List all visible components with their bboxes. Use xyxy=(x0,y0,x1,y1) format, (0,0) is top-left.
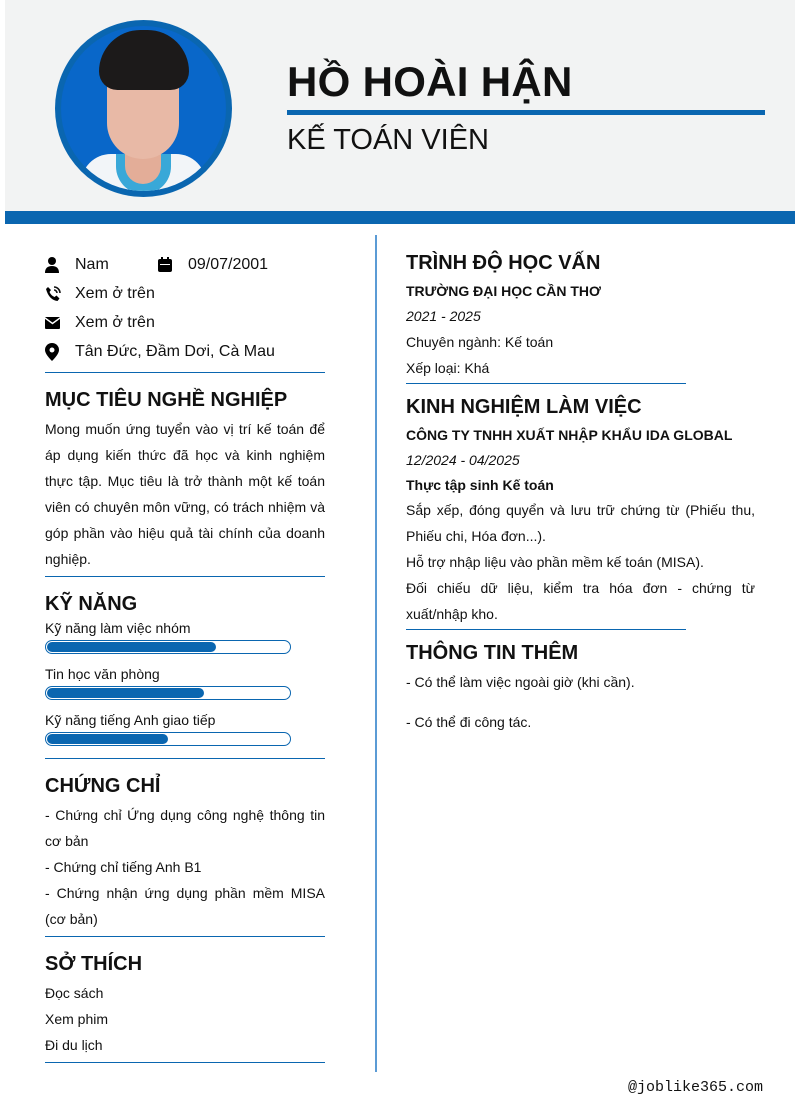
section-title: KỸ NĂNG xyxy=(45,593,138,615)
task-item: Hỗ trợ nhập liệu vào phần mềm kế toán (MISA). xyxy=(406,554,704,570)
skill-label: Kỹ năng tiếng Anh giao tiếp xyxy=(45,712,216,728)
hobby-item: Đọc sách xyxy=(45,985,104,1001)
section-title: CHỨNG CHỈ xyxy=(45,775,161,797)
education-period: 2021 - 2025 xyxy=(406,308,481,324)
skill-bar-fill xyxy=(47,734,168,744)
candidate-name: HỒ HOÀI HẬN xyxy=(287,58,573,105)
divider xyxy=(45,758,325,759)
school-name: TRƯỜNG ĐẠI HỌC CẦN THƠ xyxy=(406,283,601,299)
contact-row xyxy=(45,337,325,366)
avatar xyxy=(55,20,232,197)
certificate-item: - Chứng chỉ Ứng dụng công nghệ thông tin cơ bản xyxy=(45,807,325,849)
section-title: KINH NGHIỆM LÀM VIỆC xyxy=(406,396,642,418)
grade: Xếp loại: Khá xyxy=(406,360,490,376)
divider xyxy=(45,372,325,373)
email: Xem ở trên xyxy=(75,313,155,331)
section-title: SỞ THÍCH xyxy=(45,953,143,975)
task-item: Đối chiếu dữ liệu, kiểm tra hóa đơn - chứng từ xuất/nhập kho. xyxy=(406,580,755,622)
hobby-item: Xem phim xyxy=(45,1011,109,1027)
skill-bar-fill xyxy=(47,642,216,652)
left-column xyxy=(45,250,325,1063)
divider xyxy=(406,629,686,630)
skill-label: Kỹ năng làm việc nhóm xyxy=(45,620,191,636)
extra-item: - Có thể đi công tác. xyxy=(406,714,532,730)
job-title: KẾ TOÁN VIÊN xyxy=(287,124,489,156)
divider xyxy=(287,110,765,115)
phone: Xem ở trên xyxy=(75,284,155,302)
major: Chuyên ngành: Kế toán xyxy=(406,334,554,350)
divider xyxy=(45,936,325,937)
company-name: CÔNG TY TNHH XUẤT NHẬP KHẨU IDA GLOBAL xyxy=(406,427,733,443)
watermark: @joblike365.com xyxy=(628,1079,764,1096)
skill-bar xyxy=(45,640,291,654)
divider xyxy=(406,383,686,384)
divider xyxy=(45,576,325,577)
header-band xyxy=(5,211,795,224)
position: Thực tập sinh Kế toán xyxy=(406,477,554,493)
email-icon xyxy=(45,317,75,329)
section-title: THÔNG TIN THÊM xyxy=(406,642,579,664)
phone-icon xyxy=(45,286,75,302)
birthday: 09/07/2001 xyxy=(188,255,269,273)
column-divider xyxy=(375,235,377,1072)
user-icon xyxy=(45,257,75,273)
skill-label: Tin học văn phòng xyxy=(45,666,160,682)
section-title: TRÌNH ĐỘ HỌC VẤN xyxy=(406,252,601,274)
calendar-icon xyxy=(158,257,188,272)
gender: Nam xyxy=(75,255,109,273)
contact-row xyxy=(45,250,325,279)
contact-row xyxy=(45,308,325,337)
divider xyxy=(45,1062,325,1063)
skill-bar-fill xyxy=(47,688,204,698)
certificate-item: - Chứng chỉ tiếng Anh B1 xyxy=(45,859,202,875)
hobby-item: Đi du lịch xyxy=(45,1037,103,1053)
experience-period: 12/2024 - 04/2025 xyxy=(406,452,520,468)
right-column xyxy=(406,252,755,735)
skill-bar xyxy=(45,686,291,700)
location-pin-icon xyxy=(45,343,75,361)
skill-bar xyxy=(45,732,291,746)
address: Tân Đức, Đầm Dơi, Cà Mau xyxy=(75,342,275,360)
extra-item: - Có thể làm việc ngoài giờ (khi cần). xyxy=(406,674,635,690)
contact-row xyxy=(45,279,325,308)
section-title: MỤC TIÊU NGHỀ NGHIỆP xyxy=(45,389,288,411)
objective-text: Mong muốn ứng tuyển vào vị trí kế toán để áp dụng kiến thức đã học và kinh nghiệm thực tập. Mục tiêu là trở thành một kế toán viên có chuyên môn vững, có trách nhiệm và góp phần vào hiệu quả tài chính của doanh nghiệp. xyxy=(45,421,325,567)
task-item: Sắp xếp, đóng quyển và lưu trữ chứng từ (Phiếu thu, Phiếu chi, Hóa đơn...). xyxy=(406,502,755,544)
certificate-item: - Chứng nhận ứng dụng phần mềm MISA (cơ bản) xyxy=(45,885,325,927)
skills-list xyxy=(45,620,325,746)
